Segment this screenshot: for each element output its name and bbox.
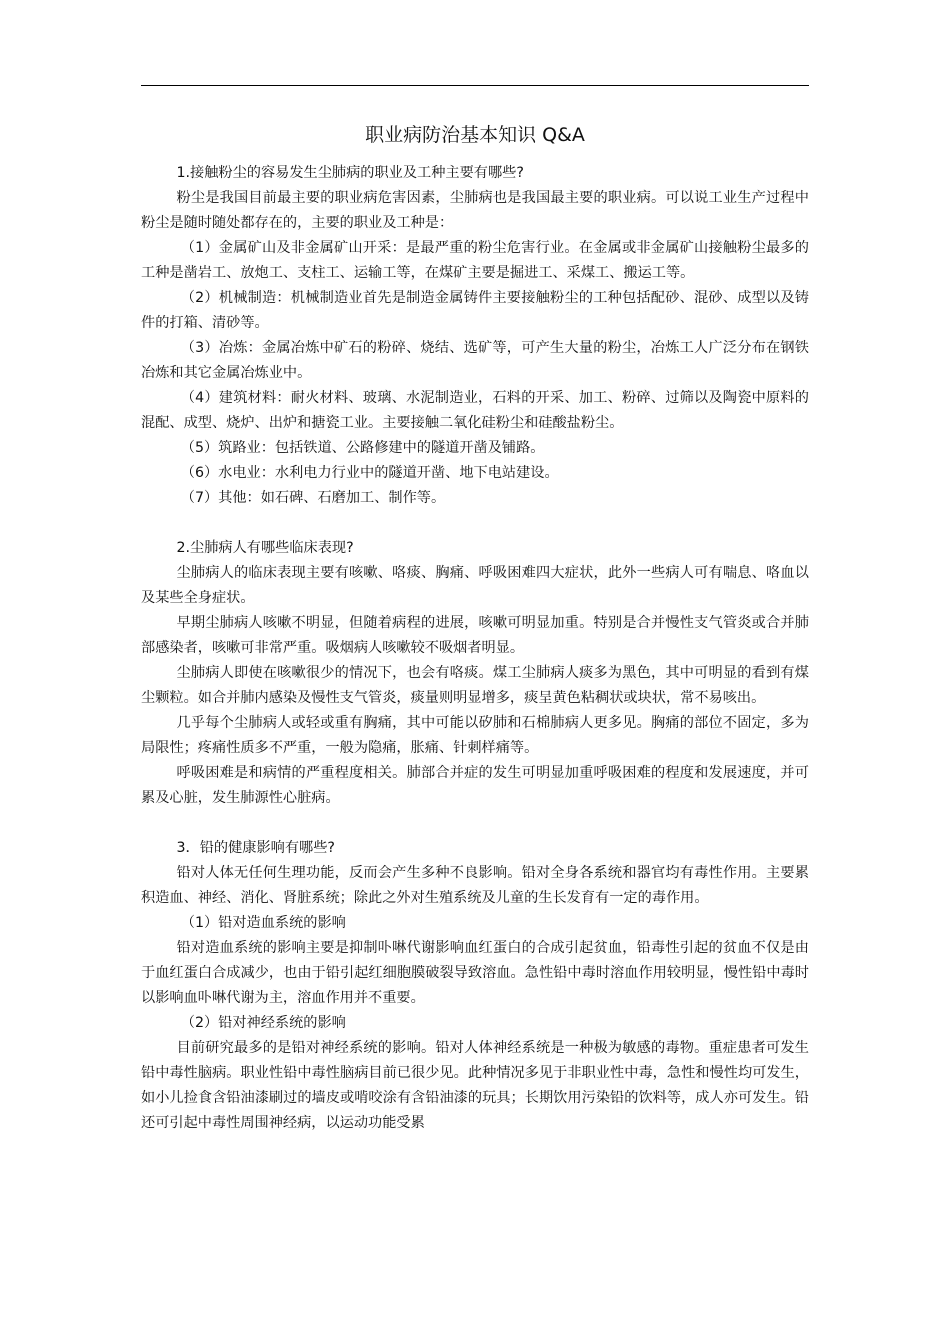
list-item: （1）金属矿山及非金属矿山开采：是最严重的粉尘危害行业。在金属或非金属矿山接触粉尘最多的工种是凿岩工、放炮工、支柱工、运输工等，在煤矿主要是掘进工、采煤工、搬运工等。	[141, 240, 809, 281]
list-item: （6）水电业：水利电力行业中的隧道开凿、地下电站建设。	[180, 465, 559, 481]
list-item: （7）其他：如石碑、石磨加工、制作等。	[180, 490, 446, 506]
paragraph: 目前研究最多的是铅对神经系统的影响。铅对人体神经系统是一种极为敏感的毒物。重症患者可发生铅中毒性脑病。职业性铅中毒性脑病目前已很少见。此种情况多见于非职业性中毒，急性和慢性均可发生，如小儿捡食含铅油漆刷过的墙皮或啃咬涂有含铅油漆的玩具；长期饮用污染铅的饮料等，成人亦可发生。铅还可引起中毒性周围神经病，以运动功能受累	[141, 1040, 809, 1131]
question-1: 1.接触粉尘的容易发生尘肺病的职业及工种主要有哪些?	[176, 165, 524, 181]
question-3: 3．铅的健康影响有哪些?	[176, 840, 335, 856]
paragraph: 尘肺病人的临床表现主要有咳嗽、咯痰、胸痛、呼吸困难四大症状，此外一些病人可有喘息、咯血以及某些全身症状。	[141, 565, 809, 606]
paragraph: 粉尘是我国目前最主要的职业病危害因素，尘肺病也是我国最主要的职业病。可以说工业生产过程中粉尘是随时随处都存在的，主要的职业及工种是：	[141, 190, 809, 231]
paragraph: 几乎每个尘肺病人或轻或重有胸痛，其中可能以矽肺和石棉肺病人更多见。胸痛的部位不固定，多为局限性；疼痛性质多不严重，一般为隐痛，胀痛、针刺样痛等。	[141, 715, 809, 756]
paragraph: 早期尘肺病人咳嗽不明显，但随着病程的进展，咳嗽可明显加重。特别是合并慢性支气管炎或合并肺部感染者，咳嗽可非常严重。吸烟病人咳嗽较不吸烟者明显。	[141, 615, 809, 656]
document-body	[141, 161, 809, 1136]
section-spacer	[141, 811, 809, 836]
header-rule	[141, 85, 809, 86]
paragraph: 铅对人体无任何生理功能，反而会产生多种不良影响。铅对全身各系统和器官均有毒性作用。主要累积造血、神经、消化、肾脏系统；除此之外对生殖系统及儿童的生长发育有一定的毒作用。	[141, 865, 809, 906]
paragraph: 尘肺病人即使在咳嗽很少的情况下，也会有咯痰。煤工尘肺病人痰多为黑色，其中可明显的看到有煤尘颗粒。如合并肺内感染及慢性支气管炎，痰量则明显增多，痰呈黄色粘稠状或块状，常不易咳出。	[141, 665, 809, 706]
list-item: （4）建筑材料：耐火材料、玻璃、水泥制造业，石料的开采、加工、粉碎、过筛以及陶瓷中原料的混配、成型、烧炉、出炉和搪瓷工业。主要接触二氧化硅粉尘和硅酸盐粉尘。	[141, 390, 809, 431]
subheading: （2）铅对神经系统的影响	[180, 1015, 346, 1031]
list-item: （5）筑路业：包括铁道、公路修建中的隧道开凿及铺路。	[180, 440, 545, 456]
question-2: 2.尘肺病人有哪些临床表现?	[176, 540, 354, 556]
paragraph: 铅对造血系统的影响主要是抑制卟啉代谢影响血红蛋白的合成引起贫血，铅毒性引起的贫血不仅是由于血红蛋白合成减少，也由于铅引起红细胞膜破裂导致溶血。急性铅中毒时溶血作用较明显，慢性铅中毒时以影响血卟啉代谢为主，溶血作用并不重要。	[141, 940, 809, 1006]
section-spacer	[141, 511, 809, 536]
subheading: （1）铅对造血系统的影响	[180, 915, 346, 931]
list-item: （2）机械制造：机械制造业首先是制造金属铸件主要接触粉尘的工种包括配砂、混砂、成型以及铸件的打箱、清砂等。	[141, 290, 809, 331]
list-item: （3）冶炼：金属冶炼中矿石的粉碎、烧结、选矿等，可产生大量的粉尘，冶炼工人广泛分布在钢铁冶炼和其它金属冶炼业中。	[141, 340, 809, 381]
paragraph: 呼吸困难是和病情的严重程度相关。肺部合并症的发生可明显加重呼吸困难的程度和发展速度，并可累及心脏，发生肺源性心脏病。	[141, 765, 809, 806]
document-title: 职业病防治基本知识 Q&A	[365, 124, 585, 146]
